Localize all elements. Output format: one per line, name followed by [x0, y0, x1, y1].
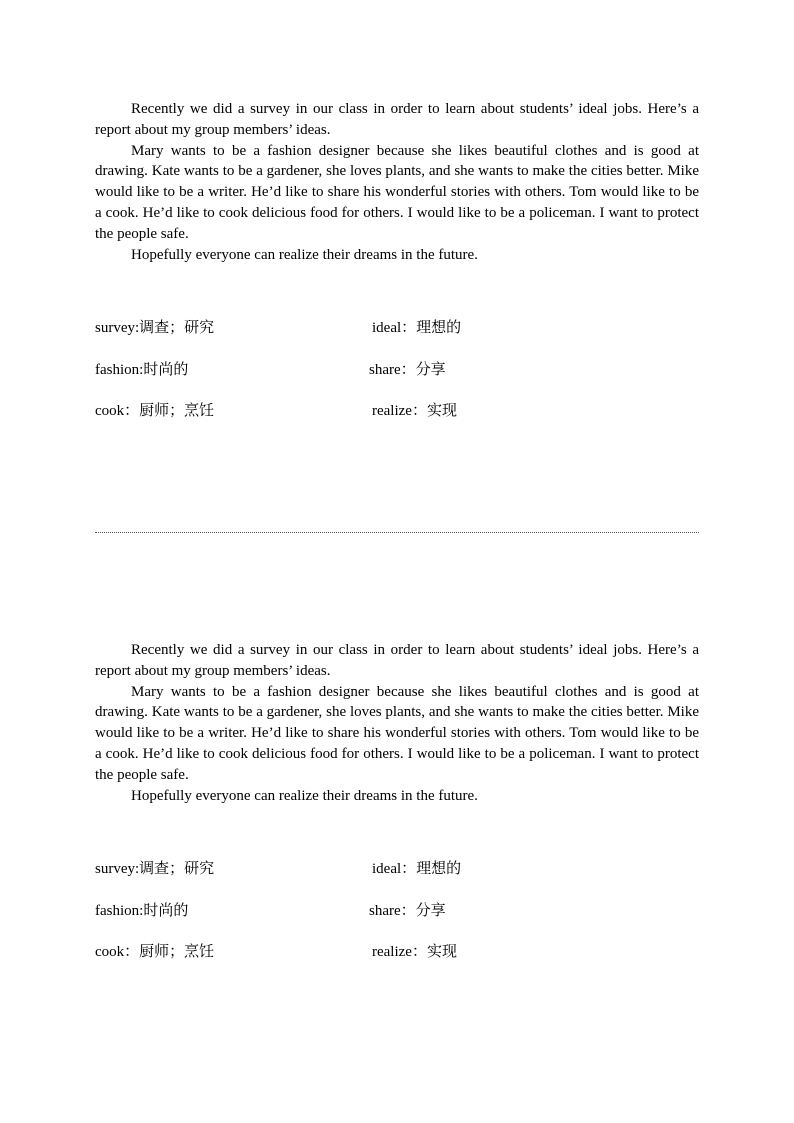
vocab-term: realize：实现 — [372, 403, 457, 419]
vocab-term: share：分享 — [369, 362, 446, 378]
paragraph-body: Mary wants to be a fashion designer because she likes beautiful clothes and is good at drawing. Kate wants to be a gardener, she loves plants, and she wants to make the cities better. Mike would like to be a writer. He’d like to share his wonderful stories with others. Tom would like to be a cook. He’d like to cook delicious food for others. I would like to be a policeman. I want to protect the people safe. — [95, 142, 699, 242]
paragraph-intro: Recently we did a survey in our class in order to learn about students’ ideal jobs. Here’s a report about my group members’ ideas. — [95, 642, 699, 679]
paragraph-conclusion: Hopefully everyone can realize their dreams in the future. — [131, 787, 478, 804]
vocab-row — [95, 401, 699, 421]
vocab-term: cook：厨师；烹饪 — [95, 403, 215, 419]
vocab-row — [95, 901, 699, 921]
vocab-term: share：分享 — [369, 903, 446, 919]
paragraph-body: Mary wants to be a fashion designer because she likes beautiful clothes and is good at drawing. Kate wants to be a gardener, she loves plants, and she wants to make the cities better. Mike would like to be a writer. He’d like to share his wonderful stories with others. Tom would like to be a cook. He’d like to cook delicious food for others. I would like to be a policeman. I want to protect the people safe. — [95, 683, 699, 783]
paragraph-conclusion: Hopefully everyone can realize their dreams in the future. — [131, 246, 478, 263]
vocab-row — [95, 859, 699, 879]
vocab-term: realize：实现 — [372, 944, 457, 960]
vocab-term: cook：厨师；烹饪 — [95, 944, 215, 960]
vocab-term: survey:调查；研究 — [95, 861, 215, 877]
reading-passage-2 — [95, 640, 699, 806]
paragraph-intro: Recently we did a survey in our class in order to learn about students’ ideal jobs. Here’s a report about my group members’ ideas. — [95, 101, 699, 138]
vocab-term: ideal：理想的 — [372, 320, 462, 336]
vocab-row — [95, 942, 699, 962]
vocab-term: fashion:时尚的 — [95, 362, 189, 378]
vocab-term: fashion:时尚的 — [95, 903, 189, 919]
vocab-row — [95, 318, 699, 338]
cut-line-divider — [95, 532, 699, 533]
reading-passage-1 — [95, 99, 699, 265]
vocab-term: survey:调查；研究 — [95, 320, 215, 336]
vocab-row — [95, 360, 699, 380]
vocab-term: ideal：理想的 — [372, 861, 462, 877]
